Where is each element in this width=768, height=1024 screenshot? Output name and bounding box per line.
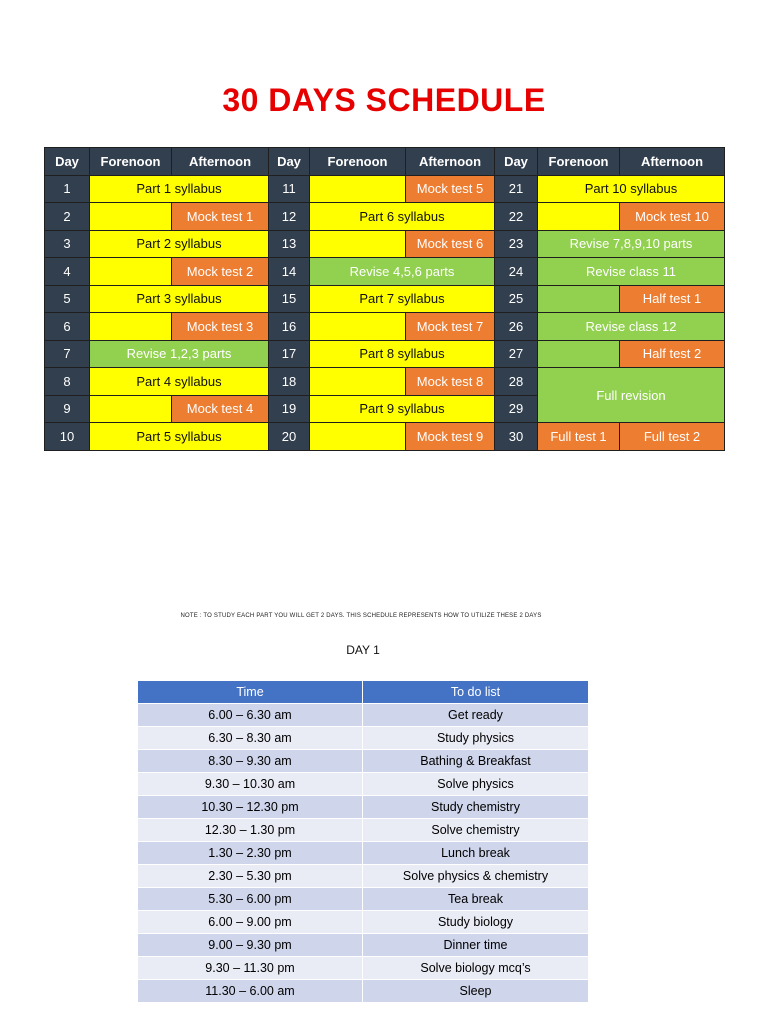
column-header: Afternoon	[620, 148, 725, 176]
day-number-cell: 18	[269, 368, 310, 396]
time-cell: 9.30 – 10.30 am	[138, 773, 363, 796]
schedule-cell	[310, 175, 406, 203]
day-number-cell: 10	[45, 423, 90, 451]
time-cell: 1.30 – 2.30 pm	[138, 842, 363, 865]
schedule-cell: Part 2 syllabus	[90, 230, 269, 258]
todo-row	[138, 980, 589, 1003]
schedule-cell: Revise 7,8,9,10 parts	[538, 230, 725, 258]
day-number-cell: 4	[45, 258, 90, 286]
day-number-cell: 17	[269, 340, 310, 368]
schedule-cell	[538, 340, 620, 368]
task-cell: Bathing & Breakfast	[363, 750, 589, 773]
todo-row	[138, 865, 589, 888]
schedule-cell: Revise 1,2,3 parts	[90, 340, 269, 368]
day-number-cell: 7	[45, 340, 90, 368]
todo-row	[138, 750, 589, 773]
time-cell: 2.30 – 5.30 pm	[138, 865, 363, 888]
todo-row	[138, 957, 589, 980]
schedule-cell: Part 5 syllabus	[90, 423, 269, 451]
todo-row	[138, 773, 589, 796]
day-number-cell: 16	[269, 313, 310, 341]
schedule-cell: Full test 2	[620, 423, 725, 451]
todo-row	[138, 727, 589, 750]
day-number-cell: 30	[495, 423, 538, 451]
todo-row	[138, 842, 589, 865]
column-header: Forenoon	[310, 148, 406, 176]
schedule-cell: Revise 4,5,6 parts	[310, 258, 495, 286]
todo-row	[138, 704, 589, 727]
time-cell: 6.30 – 8.30 am	[138, 727, 363, 750]
time-cell: 5.30 – 6.00 pm	[138, 888, 363, 911]
schedule-cell: Mock test 1	[172, 203, 269, 231]
schedule-cell: Full test 1	[538, 423, 620, 451]
column-header: Day	[495, 148, 538, 176]
schedule-row	[45, 258, 725, 286]
day-number-cell: 29	[495, 395, 538, 423]
time-cell: 9.30 – 11.30 pm	[138, 957, 363, 980]
schedule-row	[45, 368, 725, 396]
time-cell: 11.30 – 6.00 am	[138, 980, 363, 1003]
page-title: 30 DAYS SCHEDULE	[222, 82, 546, 118]
schedule-cell: Part 10 syllabus	[538, 175, 725, 203]
day-number-cell: 3	[45, 230, 90, 258]
time-cell: 10.30 – 12.30 pm	[138, 796, 363, 819]
schedule-cell	[538, 203, 620, 231]
todo-row	[138, 934, 589, 957]
column-header: Afternoon	[172, 148, 269, 176]
schedule-cell: Full revision	[538, 368, 725, 423]
task-cell: Study biology	[363, 911, 589, 934]
column-header: Day	[269, 148, 310, 176]
day-number-cell: 5	[45, 285, 90, 313]
todo-column-header: To do list	[363, 681, 589, 704]
column-header: Afternoon	[406, 148, 495, 176]
task-cell: Solve chemistry	[363, 819, 589, 842]
schedule-cell	[310, 230, 406, 258]
schedule-row	[45, 313, 725, 341]
schedule-header-row	[45, 148, 725, 176]
schedule-row	[45, 203, 725, 231]
todo-row	[138, 796, 589, 819]
schedule-cell: Half test 1	[620, 285, 725, 313]
schedule-cell: Mock test 4	[172, 395, 269, 423]
day-number-cell: 1	[45, 175, 90, 203]
schedule-cell: Mock test 2	[172, 258, 269, 286]
schedule-row	[45, 285, 725, 313]
schedule-cell	[538, 285, 620, 313]
day-number-cell: 23	[495, 230, 538, 258]
column-header: Day	[45, 148, 90, 176]
todo-header-row	[138, 681, 589, 704]
day-number-cell: 21	[495, 175, 538, 203]
time-cell: 6.00 – 6.30 am	[138, 704, 363, 727]
day-number-cell: 27	[495, 340, 538, 368]
schedule-cell: Mock test 6	[406, 230, 495, 258]
study-note: NOTE : TO STUDY EACH PART YOU WILL GET 2 DAYS. THIS SCHEDULE REPRESENTS HOW TO UTILIZE THESE 2 DAYS	[180, 613, 542, 619]
day-number-cell: 14	[269, 258, 310, 286]
day-number-cell: 22	[495, 203, 538, 231]
schedule-cell	[310, 368, 406, 396]
schedule-cell: Part 8 syllabus	[310, 340, 495, 368]
task-cell: Tea break	[363, 888, 589, 911]
task-cell: Study chemistry	[363, 796, 589, 819]
time-cell: 12.30 – 1.30 pm	[138, 819, 363, 842]
todo-table	[137, 680, 589, 1003]
time-cell: 9.00 – 9.30 pm	[138, 934, 363, 957]
day-number-cell: 19	[269, 395, 310, 423]
schedule-cell	[90, 203, 172, 231]
task-cell: Dinner time	[363, 934, 589, 957]
schedule-cell	[90, 258, 172, 286]
schedule-cell: Revise class 11	[538, 258, 725, 286]
task-cell: Solve biology mcq’s	[363, 957, 589, 980]
day-number-cell: 26	[495, 313, 538, 341]
schedule-row	[45, 340, 725, 368]
column-header: Forenoon	[538, 148, 620, 176]
schedule-cell	[310, 313, 406, 341]
schedule-cell: Mock test 3	[172, 313, 269, 341]
task-cell: Solve physics & chemistry	[363, 865, 589, 888]
schedule-cell: Part 1 syllabus	[90, 175, 269, 203]
schedule-cell	[90, 395, 172, 423]
task-cell: Get ready	[363, 704, 589, 727]
schedule-cell: Part 7 syllabus	[310, 285, 495, 313]
schedule-cell: Part 3 syllabus	[90, 285, 269, 313]
schedule-cell: Mock test 7	[406, 313, 495, 341]
day-number-cell: 2	[45, 203, 90, 231]
schedule-cell: Mock test 9	[406, 423, 495, 451]
time-cell: 8.30 – 9.30 am	[138, 750, 363, 773]
schedule-cell: Part 6 syllabus	[310, 203, 495, 231]
day-heading: DAY 1	[346, 643, 380, 657]
task-cell: Lunch break	[363, 842, 589, 865]
day-number-cell: 20	[269, 423, 310, 451]
task-cell: Study physics	[363, 727, 589, 750]
schedule-cell: Mock test 5	[406, 175, 495, 203]
schedule-cell: Revise class 12	[538, 313, 725, 341]
day-number-cell: 6	[45, 313, 90, 341]
schedule-cell: Part 4 syllabus	[90, 368, 269, 396]
day-number-cell: 8	[45, 368, 90, 396]
day-number-cell: 9	[45, 395, 90, 423]
day-number-cell: 12	[269, 203, 310, 231]
schedule-cell: Half test 2	[620, 340, 725, 368]
day-number-cell: 13	[269, 230, 310, 258]
schedule-cell: Mock test 10	[620, 203, 725, 231]
task-cell: Solve physics	[363, 773, 589, 796]
day-number-cell: 15	[269, 285, 310, 313]
task-cell: Sleep	[363, 980, 589, 1003]
schedule-cell: Mock test 8	[406, 368, 495, 396]
day-number-cell: 11	[269, 175, 310, 203]
day-number-cell: 24	[495, 258, 538, 286]
schedule-cell	[90, 313, 172, 341]
schedule-table	[44, 147, 725, 451]
schedule-cell: Part 9 syllabus	[310, 395, 495, 423]
todo-row	[138, 888, 589, 911]
schedule-row	[45, 423, 725, 451]
todo-row	[138, 911, 589, 934]
time-cell: 6.00 – 9.00 pm	[138, 911, 363, 934]
day-number-cell: 25	[495, 285, 538, 313]
schedule-row	[45, 175, 725, 203]
schedule-cell	[310, 423, 406, 451]
time-column-header: Time	[138, 681, 363, 704]
schedule-row	[45, 230, 725, 258]
column-header: Forenoon	[90, 148, 172, 176]
todo-row	[138, 819, 589, 842]
day-number-cell: 28	[495, 368, 538, 396]
